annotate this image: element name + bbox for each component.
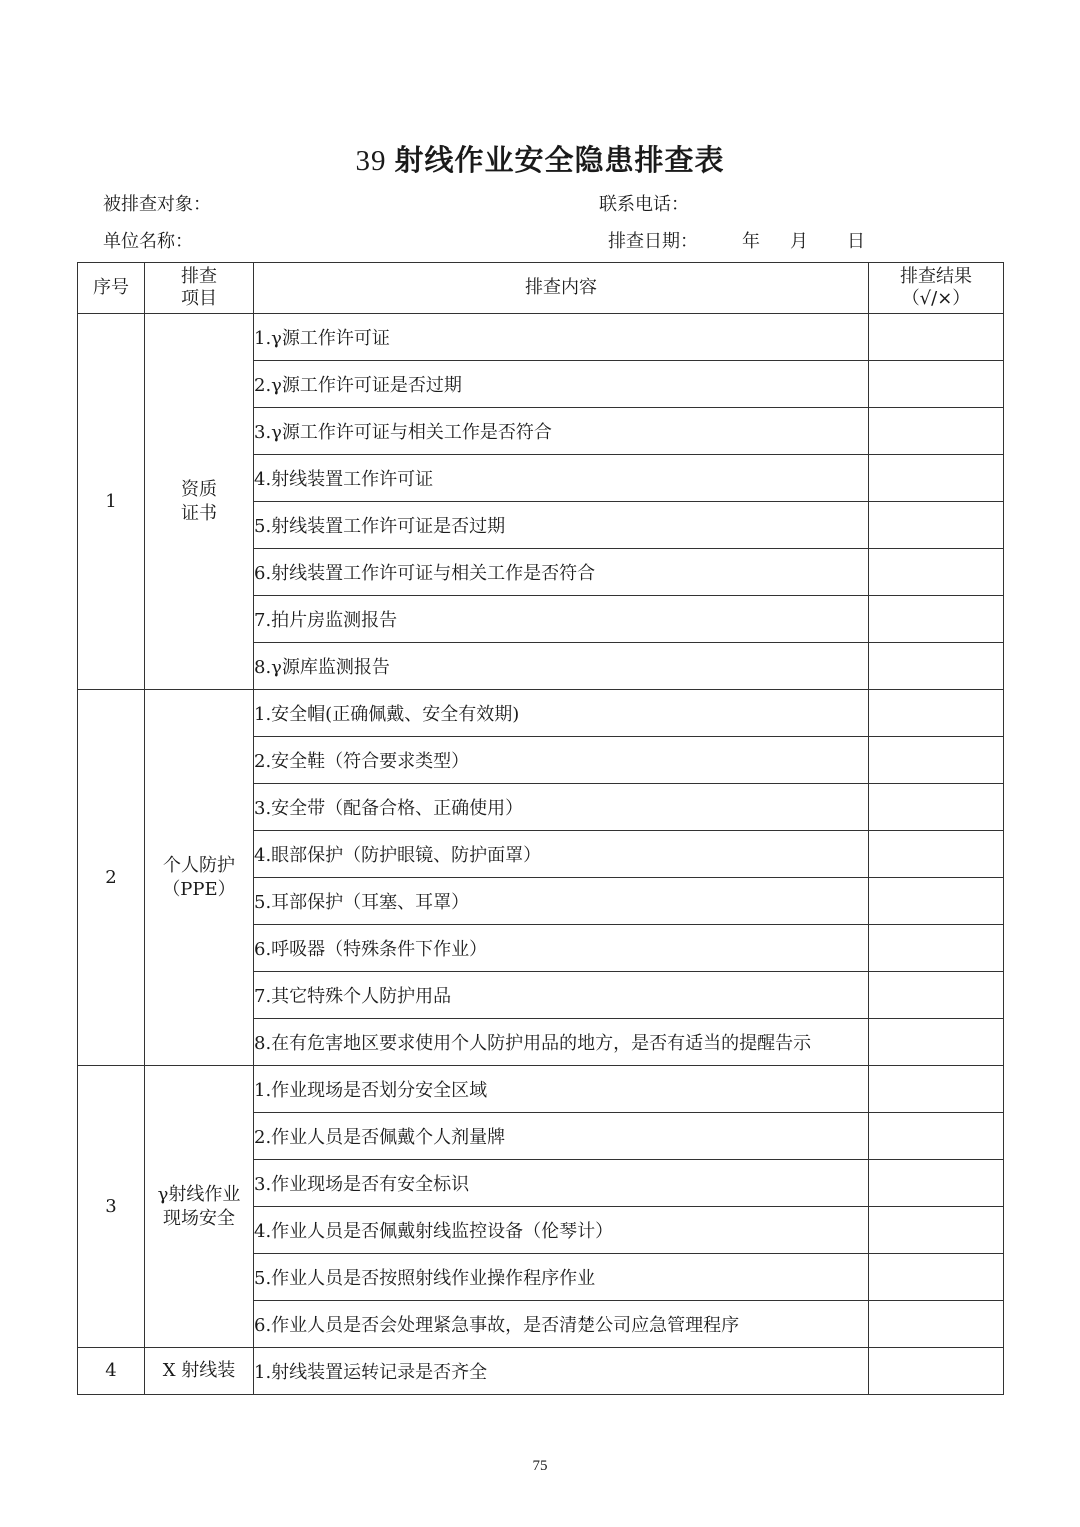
check-item: 8.γ源库监测报告 xyxy=(254,643,869,690)
table-body xyxy=(78,314,1004,1395)
header-no xyxy=(78,263,145,314)
check-item: 1.安全帽(正确佩戴、安全有效期) xyxy=(254,690,869,737)
table-row xyxy=(78,314,1004,361)
result-cell[interactable] xyxy=(869,737,1004,784)
result-cell[interactable] xyxy=(869,1348,1004,1395)
result-cell[interactable] xyxy=(869,455,1004,502)
result-cell[interactable] xyxy=(869,1019,1004,1066)
check-item: 7.拍片房监测报告 xyxy=(254,596,869,643)
result-cell[interactable] xyxy=(869,643,1004,690)
section-number: 4 xyxy=(78,1348,145,1395)
page-number: 75 xyxy=(532,1458,548,1474)
header-no-text: 序号 xyxy=(93,277,129,298)
check-item: 1.射线装置运转记录是否齐全 xyxy=(254,1348,869,1395)
result-cell[interactable] xyxy=(869,1160,1004,1207)
section-category xyxy=(145,314,254,690)
section-category xyxy=(145,690,254,1066)
header-item-line2: 项目 xyxy=(181,288,217,309)
result-cell[interactable] xyxy=(869,784,1004,831)
header-item-line1: 排查 xyxy=(181,266,217,287)
day-label: 日 xyxy=(847,231,865,252)
section-category-line2: 证书 xyxy=(181,502,217,524)
check-item: 3.γ源工作许可证与相关工作是否符合 xyxy=(254,408,869,455)
section-number: 3 xyxy=(78,1066,145,1348)
result-cell[interactable] xyxy=(869,925,1004,972)
section-number: 2 xyxy=(78,690,145,1066)
result-cell[interactable] xyxy=(869,1207,1004,1254)
result-cell[interactable] xyxy=(869,690,1004,737)
header-content xyxy=(254,263,869,314)
result-cell[interactable] xyxy=(869,361,1004,408)
result-cell[interactable] xyxy=(869,549,1004,596)
title-text: 射线作业安全隐患排查表 xyxy=(394,143,725,177)
section-category-line1: γ射线作业 xyxy=(157,1183,241,1205)
table-header-row xyxy=(78,263,1004,314)
check-item: 5.作业人员是否按照射线作业操作程序作业 xyxy=(254,1254,869,1301)
result-cell[interactable] xyxy=(869,502,1004,549)
check-item: 6.作业人员是否会处理紧急事故，是否清楚公司应急管理程序 xyxy=(254,1301,869,1348)
result-cell[interactable] xyxy=(869,831,1004,878)
table-row xyxy=(78,1348,1004,1395)
header-result xyxy=(869,263,1004,314)
check-item: 2.作业人员是否佩戴个人剂量牌 xyxy=(254,1113,869,1160)
year-label: 年 xyxy=(742,231,760,252)
header-result-line1: 排查结果 xyxy=(900,266,972,287)
check-item: 4.眼部保护（防护眼镜、防护面罩） xyxy=(254,831,869,878)
section-category-line2: （PPE） xyxy=(162,878,236,900)
month-label: 月 xyxy=(790,231,808,252)
check-item: 2.安全鞋（符合要求类型） xyxy=(254,737,869,784)
result-cell[interactable] xyxy=(869,408,1004,455)
check-item: 3.安全带（配备合格、正确使用） xyxy=(254,784,869,831)
header-item xyxy=(145,263,254,314)
check-item: 5.射线装置工作许可证是否过期 xyxy=(254,502,869,549)
table-row xyxy=(78,1066,1004,1113)
inspected-party-label: 被排查对象： xyxy=(103,194,211,215)
header-result-line2: （√/×） xyxy=(901,288,971,309)
check-item: 6.呼吸器（特殊条件下作业） xyxy=(254,925,869,972)
section-number: 1 xyxy=(78,314,145,690)
result-cell[interactable] xyxy=(869,1301,1004,1348)
section-category-line2: 现场安全 xyxy=(163,1207,235,1229)
title-number: 39 xyxy=(355,145,387,177)
check-item: 2.γ源工作许可证是否过期 xyxy=(254,361,869,408)
result-cell[interactable] xyxy=(869,878,1004,925)
check-item: 7.其它特殊个人防护用品 xyxy=(254,972,869,1019)
result-cell[interactable] xyxy=(869,1254,1004,1301)
section-category-line1: 个人防护 xyxy=(163,854,235,876)
unit-name-label: 单位名称： xyxy=(103,231,193,252)
section-category-line1: X 射线装 xyxy=(162,1360,236,1381)
result-cell[interactable] xyxy=(869,314,1004,361)
check-item: 3.作业现场是否有安全标识 xyxy=(254,1160,869,1207)
table-row xyxy=(78,690,1004,737)
check-date-label: 排查日期： xyxy=(608,231,698,252)
page-title xyxy=(0,138,1080,179)
result-cell[interactable] xyxy=(869,1113,1004,1160)
check-item: 1.γ源工作许可证 xyxy=(254,314,869,361)
check-item: 8.在有危害地区要求使用个人防护用品的地方，是否有适当的提醒告示 xyxy=(254,1019,869,1066)
check-item: 4.射线装置工作许可证 xyxy=(254,455,869,502)
inspection-table xyxy=(77,262,1004,1395)
check-item: 1.作业现场是否划分安全区域 xyxy=(254,1066,869,1113)
phone-label: 联系电话： xyxy=(599,194,689,215)
section-category-line1: 资质 xyxy=(181,478,217,500)
section-category xyxy=(145,1348,254,1395)
header-content-text: 排查内容 xyxy=(525,277,597,298)
result-cell[interactable] xyxy=(869,596,1004,643)
result-cell[interactable] xyxy=(869,972,1004,1019)
result-cell[interactable] xyxy=(869,1066,1004,1113)
check-item: 5.耳部保护（耳塞、耳罩） xyxy=(254,878,869,925)
check-item: 6.射线装置工作许可证与相关工作是否符合 xyxy=(254,549,869,596)
section-category xyxy=(145,1066,254,1348)
check-item: 4.作业人员是否佩戴射线监控设备（伦琴计） xyxy=(254,1207,869,1254)
